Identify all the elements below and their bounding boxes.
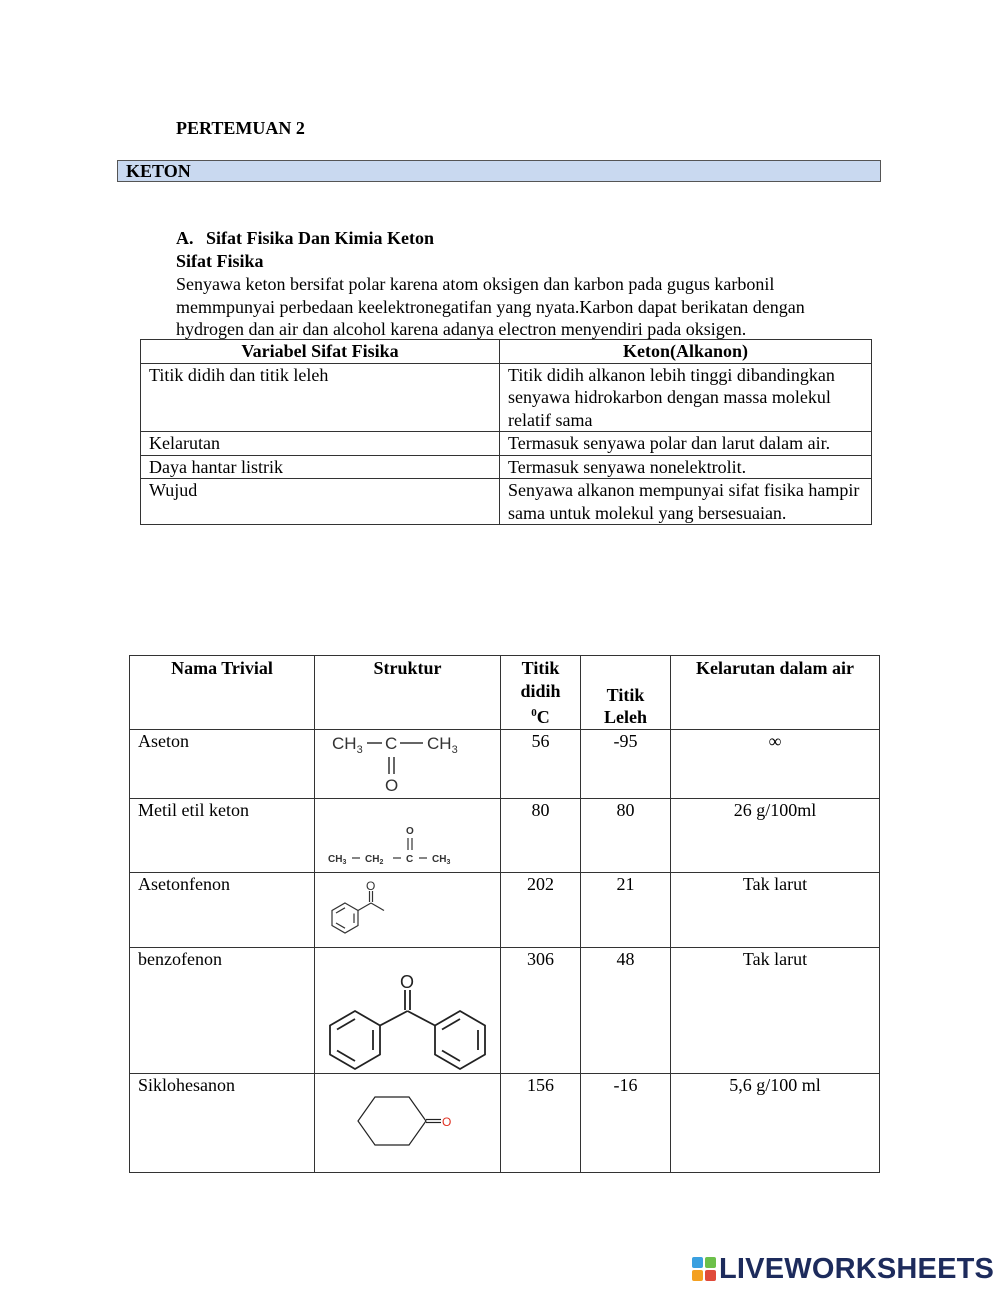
column-header: Variabel Sifat Fisika bbox=[141, 340, 500, 364]
oxygen-label: O bbox=[400, 971, 415, 992]
aromatic-bond bbox=[336, 923, 345, 928]
boiling-point: 156 bbox=[501, 1073, 581, 1172]
table-row bbox=[130, 1073, 880, 1172]
solubility: Tak larut bbox=[671, 872, 880, 947]
oxygen-label: O bbox=[406, 825, 414, 837]
solubility: ∞ bbox=[671, 729, 880, 798]
bond bbox=[358, 903, 371, 911]
structure-cell bbox=[315, 1073, 501, 1172]
oxygen-label: O bbox=[385, 775, 399, 795]
bond bbox=[408, 1011, 436, 1026]
section-a-title: Sifat Fisika Dan Kimia Keton bbox=[206, 228, 435, 248]
ch3-right-label: $CH_3$ bbox=[427, 733, 458, 756]
column-header-name: Nama Trivial bbox=[130, 656, 315, 730]
melting-point: 21 bbox=[581, 872, 671, 947]
column-header: Keton(Alkanon) bbox=[500, 340, 872, 364]
ch3-label: $CH_3$ bbox=[432, 853, 451, 866]
table-row bbox=[141, 363, 872, 432]
boiling-point: 56 bbox=[501, 729, 581, 798]
table-cell: Titik didih alkanon lebih tinggi dibandingkan senyawa hidrokarbon dengan massa molekul relatif sama bbox=[500, 363, 872, 432]
physical-properties-table bbox=[140, 339, 872, 525]
solubility: 5,6 g/100 ml bbox=[671, 1073, 880, 1172]
cyclohexanone-structure bbox=[315, 1074, 501, 1172]
benzophenone-structure bbox=[315, 948, 501, 1073]
oxygen-label: O bbox=[366, 878, 376, 893]
carbon-label: C bbox=[406, 853, 414, 865]
table-row bbox=[130, 798, 880, 872]
table-row bbox=[130, 729, 880, 798]
table-header-row bbox=[130, 656, 880, 730]
subsection-title: Sifat Fisika bbox=[176, 251, 264, 271]
solubility: 26 g/100ml bbox=[671, 798, 880, 872]
oxygen-label: O bbox=[442, 1114, 452, 1129]
solubility: Tak larut bbox=[671, 947, 880, 1073]
compound-name: Asetonfenon bbox=[130, 872, 315, 947]
table-cell: Termasuk senyawa polar dan larut dalam air. bbox=[500, 432, 872, 456]
table-cell: Daya hantar listrik bbox=[141, 455, 500, 479]
boiling-point: 306 bbox=[501, 947, 581, 1073]
column-header-solubility: Kelarutan dalam air bbox=[671, 656, 880, 730]
ch3-left-label: $CH_3$ bbox=[332, 733, 363, 756]
mek-structure bbox=[315, 799, 501, 872]
table-row bbox=[141, 479, 872, 525]
table-cell: Kelarutan bbox=[141, 432, 500, 456]
aromatic-bond bbox=[336, 907, 345, 912]
section-a-number: A. bbox=[176, 228, 194, 248]
ch2-label: $CH_2$ bbox=[365, 853, 384, 866]
structure-cell bbox=[315, 872, 501, 947]
table-cell: Termasuk senyawa nonelektrolit. bbox=[500, 455, 872, 479]
meeting-title: PERTEMUAN 2 bbox=[176, 118, 305, 138]
logo-text: LIVEWORKSHEETS bbox=[719, 1252, 995, 1285]
liveworksheets-logo-icon bbox=[692, 1257, 716, 1281]
boiling-point: 202 bbox=[501, 872, 581, 947]
table-row bbox=[130, 947, 880, 1073]
carbon-label: C bbox=[385, 733, 398, 753]
compound-name: benzofenon bbox=[130, 947, 315, 1073]
liveworksheets-logo[interactable] bbox=[692, 1254, 994, 1284]
table-row bbox=[141, 455, 872, 479]
acetophenone-structure bbox=[315, 873, 501, 947]
compound-name: Aseton bbox=[130, 729, 315, 798]
cyclohexane-ring bbox=[358, 1097, 426, 1145]
column-header-boiling: Titik didih $^0$C bbox=[501, 656, 581, 730]
ketone-compounds-table bbox=[129, 655, 880, 1173]
table-row bbox=[130, 872, 880, 947]
table-cell: Senyawa alkanon mempunyai sifat fisika hampir sama untuk molekul yang bersesuaian. bbox=[500, 479, 872, 525]
melting-point: -16 bbox=[581, 1073, 671, 1172]
acetone-structure bbox=[315, 730, 501, 798]
section-bar-keton: KETON bbox=[117, 160, 881, 182]
melting-point: 80 bbox=[581, 798, 671, 872]
section-a-heading bbox=[176, 228, 434, 249]
structure-cell bbox=[315, 729, 501, 798]
compound-name: Siklohesanon bbox=[130, 1073, 315, 1172]
column-header-melting: Titik Leleh bbox=[581, 656, 671, 730]
table-cell: Titik didih dan titik leleh bbox=[141, 363, 500, 432]
table-header-row bbox=[141, 340, 872, 364]
structure-cell bbox=[315, 798, 501, 872]
bond bbox=[371, 903, 384, 911]
table-row bbox=[141, 432, 872, 456]
boiling-point: 80 bbox=[501, 798, 581, 872]
melting-point: -95 bbox=[581, 729, 671, 798]
structure-cell bbox=[315, 947, 501, 1073]
ch3-label: $CH_3$ bbox=[328, 853, 347, 866]
bond bbox=[380, 1011, 408, 1026]
column-header-structure: Struktur bbox=[315, 656, 501, 730]
melting-point: 48 bbox=[581, 947, 671, 1073]
compound-name: Metil etil keton bbox=[130, 798, 315, 872]
intro-paragraph: Senyawa keton bersifat polar karena atom oksigen dan karbon pada gugus karbonil memmpunyai perbedaan keelektronegatifan yang nyata.Karbon dapat berikatan dengan hydrogen dan air dan alcohol karena adanya electron menyendiri pada oksigen. bbox=[176, 274, 805, 339]
table-cell: Wujud bbox=[141, 479, 500, 525]
